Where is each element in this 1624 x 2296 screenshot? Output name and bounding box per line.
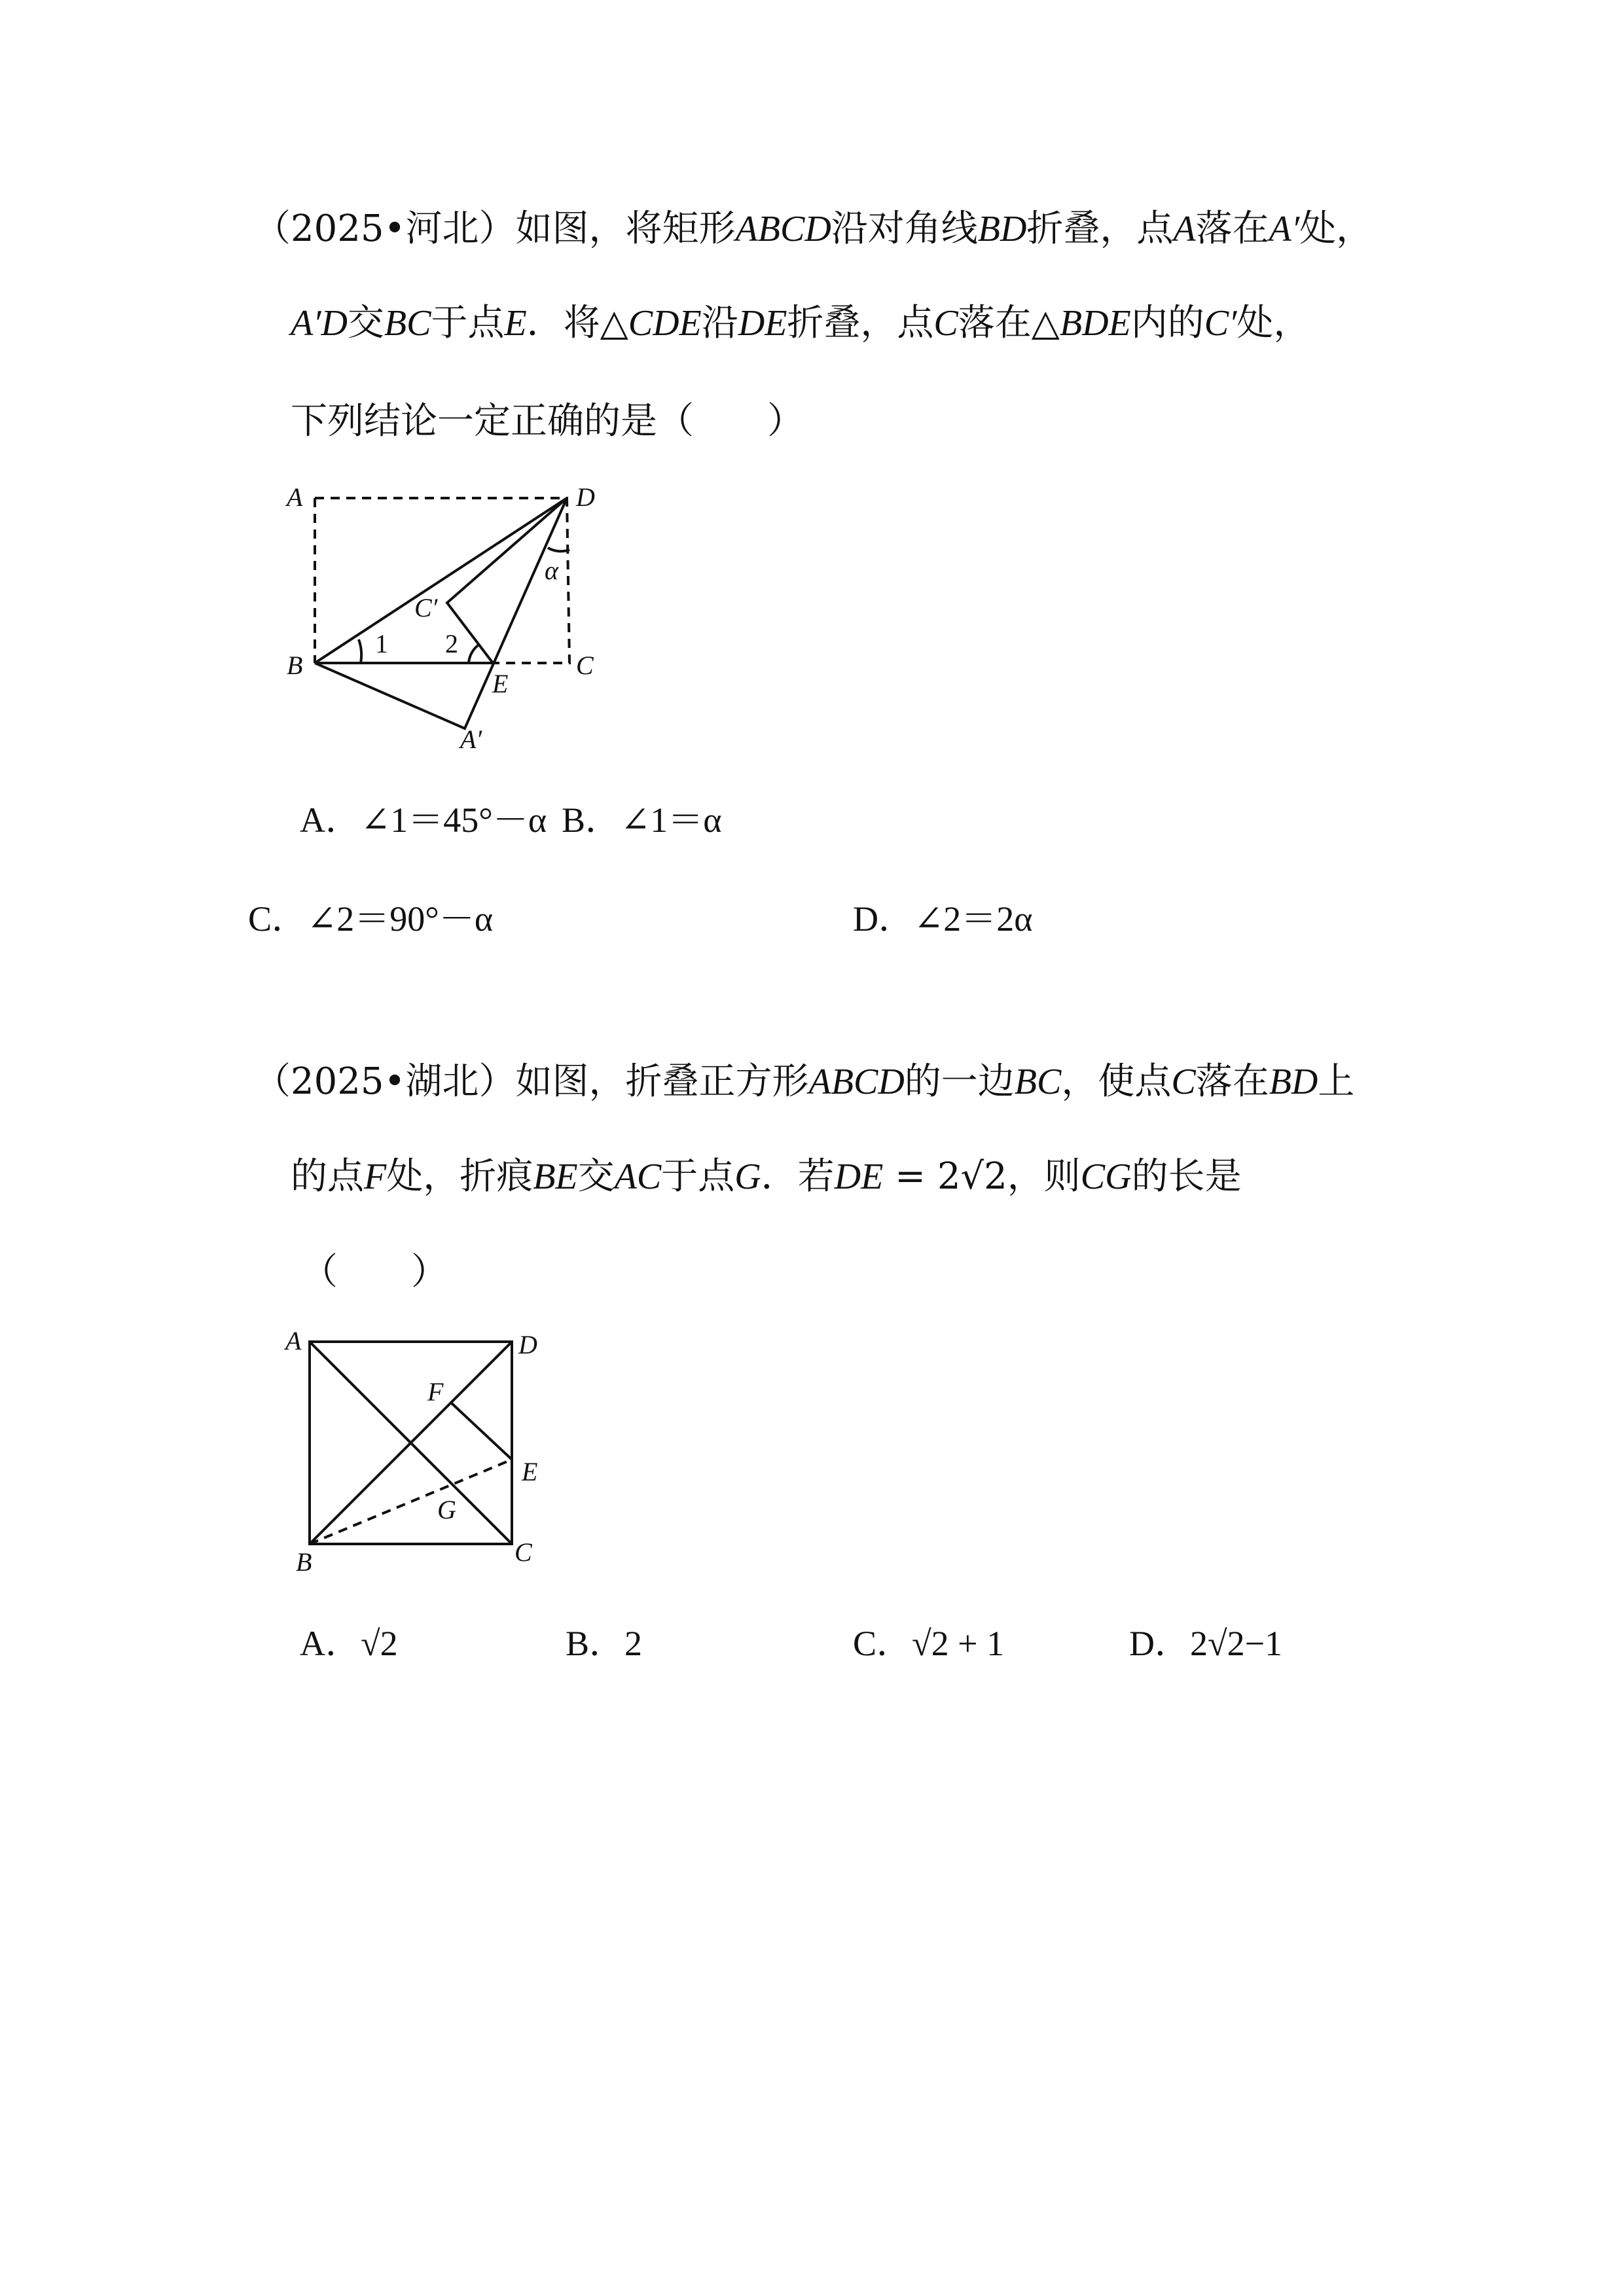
label-alpha: α bbox=[545, 556, 558, 585]
stem-text: 交 bbox=[347, 302, 384, 344]
stem-text: ．将△ bbox=[526, 302, 628, 344]
stem-text: 落在 bbox=[1195, 207, 1269, 250]
math-variable: AC bbox=[614, 1157, 662, 1197]
crease-be-dashed bbox=[310, 1460, 512, 1544]
math-variable: E bbox=[504, 303, 527, 344]
fold-lines bbox=[315, 498, 567, 728]
stem-text: 处， bbox=[1299, 207, 1373, 250]
q2-option-b[interactable]: B．2 bbox=[566, 1624, 643, 1663]
q2-option-a[interactable]: A．√2 bbox=[300, 1624, 398, 1663]
math-variable: CG bbox=[1080, 1157, 1132, 1197]
stem-text: 内的 bbox=[1130, 302, 1204, 344]
label-G: G bbox=[437, 1495, 456, 1524]
math-variable: F bbox=[364, 1157, 387, 1197]
math-variable: C bbox=[933, 303, 958, 344]
angle2-arc bbox=[469, 644, 480, 663]
stem-text: （2025•湖北）如图，折叠正方形 bbox=[254, 1060, 809, 1103]
math-variable: A′D bbox=[291, 303, 348, 344]
stem-text: = 2√2，则 bbox=[883, 1155, 1081, 1198]
math-variable: BC bbox=[1014, 1062, 1062, 1102]
stem-text: 于点 bbox=[661, 1155, 735, 1198]
alpha-arc bbox=[548, 548, 569, 551]
stem-text: 折叠，点 bbox=[787, 302, 934, 344]
diagonals-and-fold bbox=[310, 1342, 512, 1544]
label-C-prime: C′ bbox=[414, 593, 438, 622]
stem-text: 的点 bbox=[291, 1155, 364, 1198]
math-variable: BC bbox=[384, 303, 431, 344]
stem-text: 处， bbox=[1236, 302, 1310, 344]
label-B: B bbox=[296, 1547, 312, 1577]
label-angle1: 1 bbox=[375, 629, 388, 658]
math-variable: DE bbox=[834, 1157, 884, 1197]
stem-text: 落在△ bbox=[958, 302, 1060, 344]
math-variable: G bbox=[734, 1157, 761, 1197]
q1-option-c[interactable]: C．∠2＝90°－α bbox=[248, 899, 494, 939]
q2-stem-line-1 bbox=[254, 1060, 1355, 1103]
label-C: C bbox=[514, 1537, 532, 1567]
math-variable: BDE bbox=[1059, 303, 1131, 344]
stem-text: 上 bbox=[1318, 1060, 1355, 1103]
stem-text: 沿 bbox=[701, 302, 738, 344]
stem-text: 交 bbox=[577, 1155, 615, 1198]
stem-text: 落在 bbox=[1195, 1060, 1269, 1103]
label-B: B bbox=[287, 651, 303, 680]
label-E: E bbox=[492, 669, 509, 698]
stem-text: 处，折痕 bbox=[386, 1155, 533, 1198]
stem-text: ，使点 bbox=[1061, 1060, 1172, 1103]
stem-text: 沿对角线 bbox=[831, 207, 978, 250]
stem-text: 的长是 bbox=[1131, 1155, 1242, 1198]
q2-option-d[interactable]: D．2√2−1 bbox=[1129, 1624, 1283, 1663]
angle1-arc bbox=[359, 639, 361, 663]
label-A-prime: A′ bbox=[460, 725, 482, 754]
q2-stem-line-3 bbox=[301, 1251, 448, 1293]
label-D: D bbox=[576, 482, 595, 512]
stem-text: （ ） bbox=[301, 1251, 448, 1293]
math-variable: C bbox=[1171, 1062, 1196, 1102]
q1-option-b[interactable]: B．∠1＝α bbox=[562, 800, 722, 840]
math-variable: CDE bbox=[628, 303, 702, 344]
math-variable: BD bbox=[1269, 1062, 1318, 1102]
label-A: A bbox=[287, 482, 303, 512]
math-variable: A′ bbox=[1269, 209, 1300, 249]
math-variable: BE bbox=[533, 1157, 578, 1197]
math-variable: ABCD bbox=[735, 209, 831, 249]
q1-option-a[interactable]: A．∠1＝45°－α bbox=[300, 800, 547, 840]
stem-text: 于点 bbox=[431, 302, 505, 344]
math-variable: A bbox=[1173, 209, 1196, 249]
stem-text: 的一边 bbox=[904, 1060, 1015, 1103]
math-variable: ABCD bbox=[808, 1062, 905, 1102]
stem-text: 下列结论一定正确的是（ ） bbox=[291, 400, 804, 442]
q2-option-c[interactable]: C．√2 + 1 bbox=[853, 1624, 1005, 1663]
stem-text: ．若 bbox=[761, 1155, 835, 1198]
math-variable: DE bbox=[738, 303, 787, 344]
q1-option-d[interactable]: D．∠2＝2α bbox=[853, 899, 1033, 939]
label-E: E bbox=[522, 1457, 538, 1486]
stem-text: （2025•河北）如图，将矩形 bbox=[254, 207, 736, 250]
label-A: A bbox=[285, 1326, 302, 1355]
label-C: C bbox=[576, 651, 594, 680]
q2-stem-line-2 bbox=[291, 1155, 1242, 1198]
stem-text: 折叠，点 bbox=[1026, 207, 1174, 250]
label-D: D bbox=[518, 1330, 537, 1359]
math-variable: C′ bbox=[1204, 303, 1237, 344]
label-angle2: 2 bbox=[445, 629, 458, 658]
label-F: F bbox=[427, 1377, 444, 1407]
math-variable: BD bbox=[977, 209, 1027, 249]
